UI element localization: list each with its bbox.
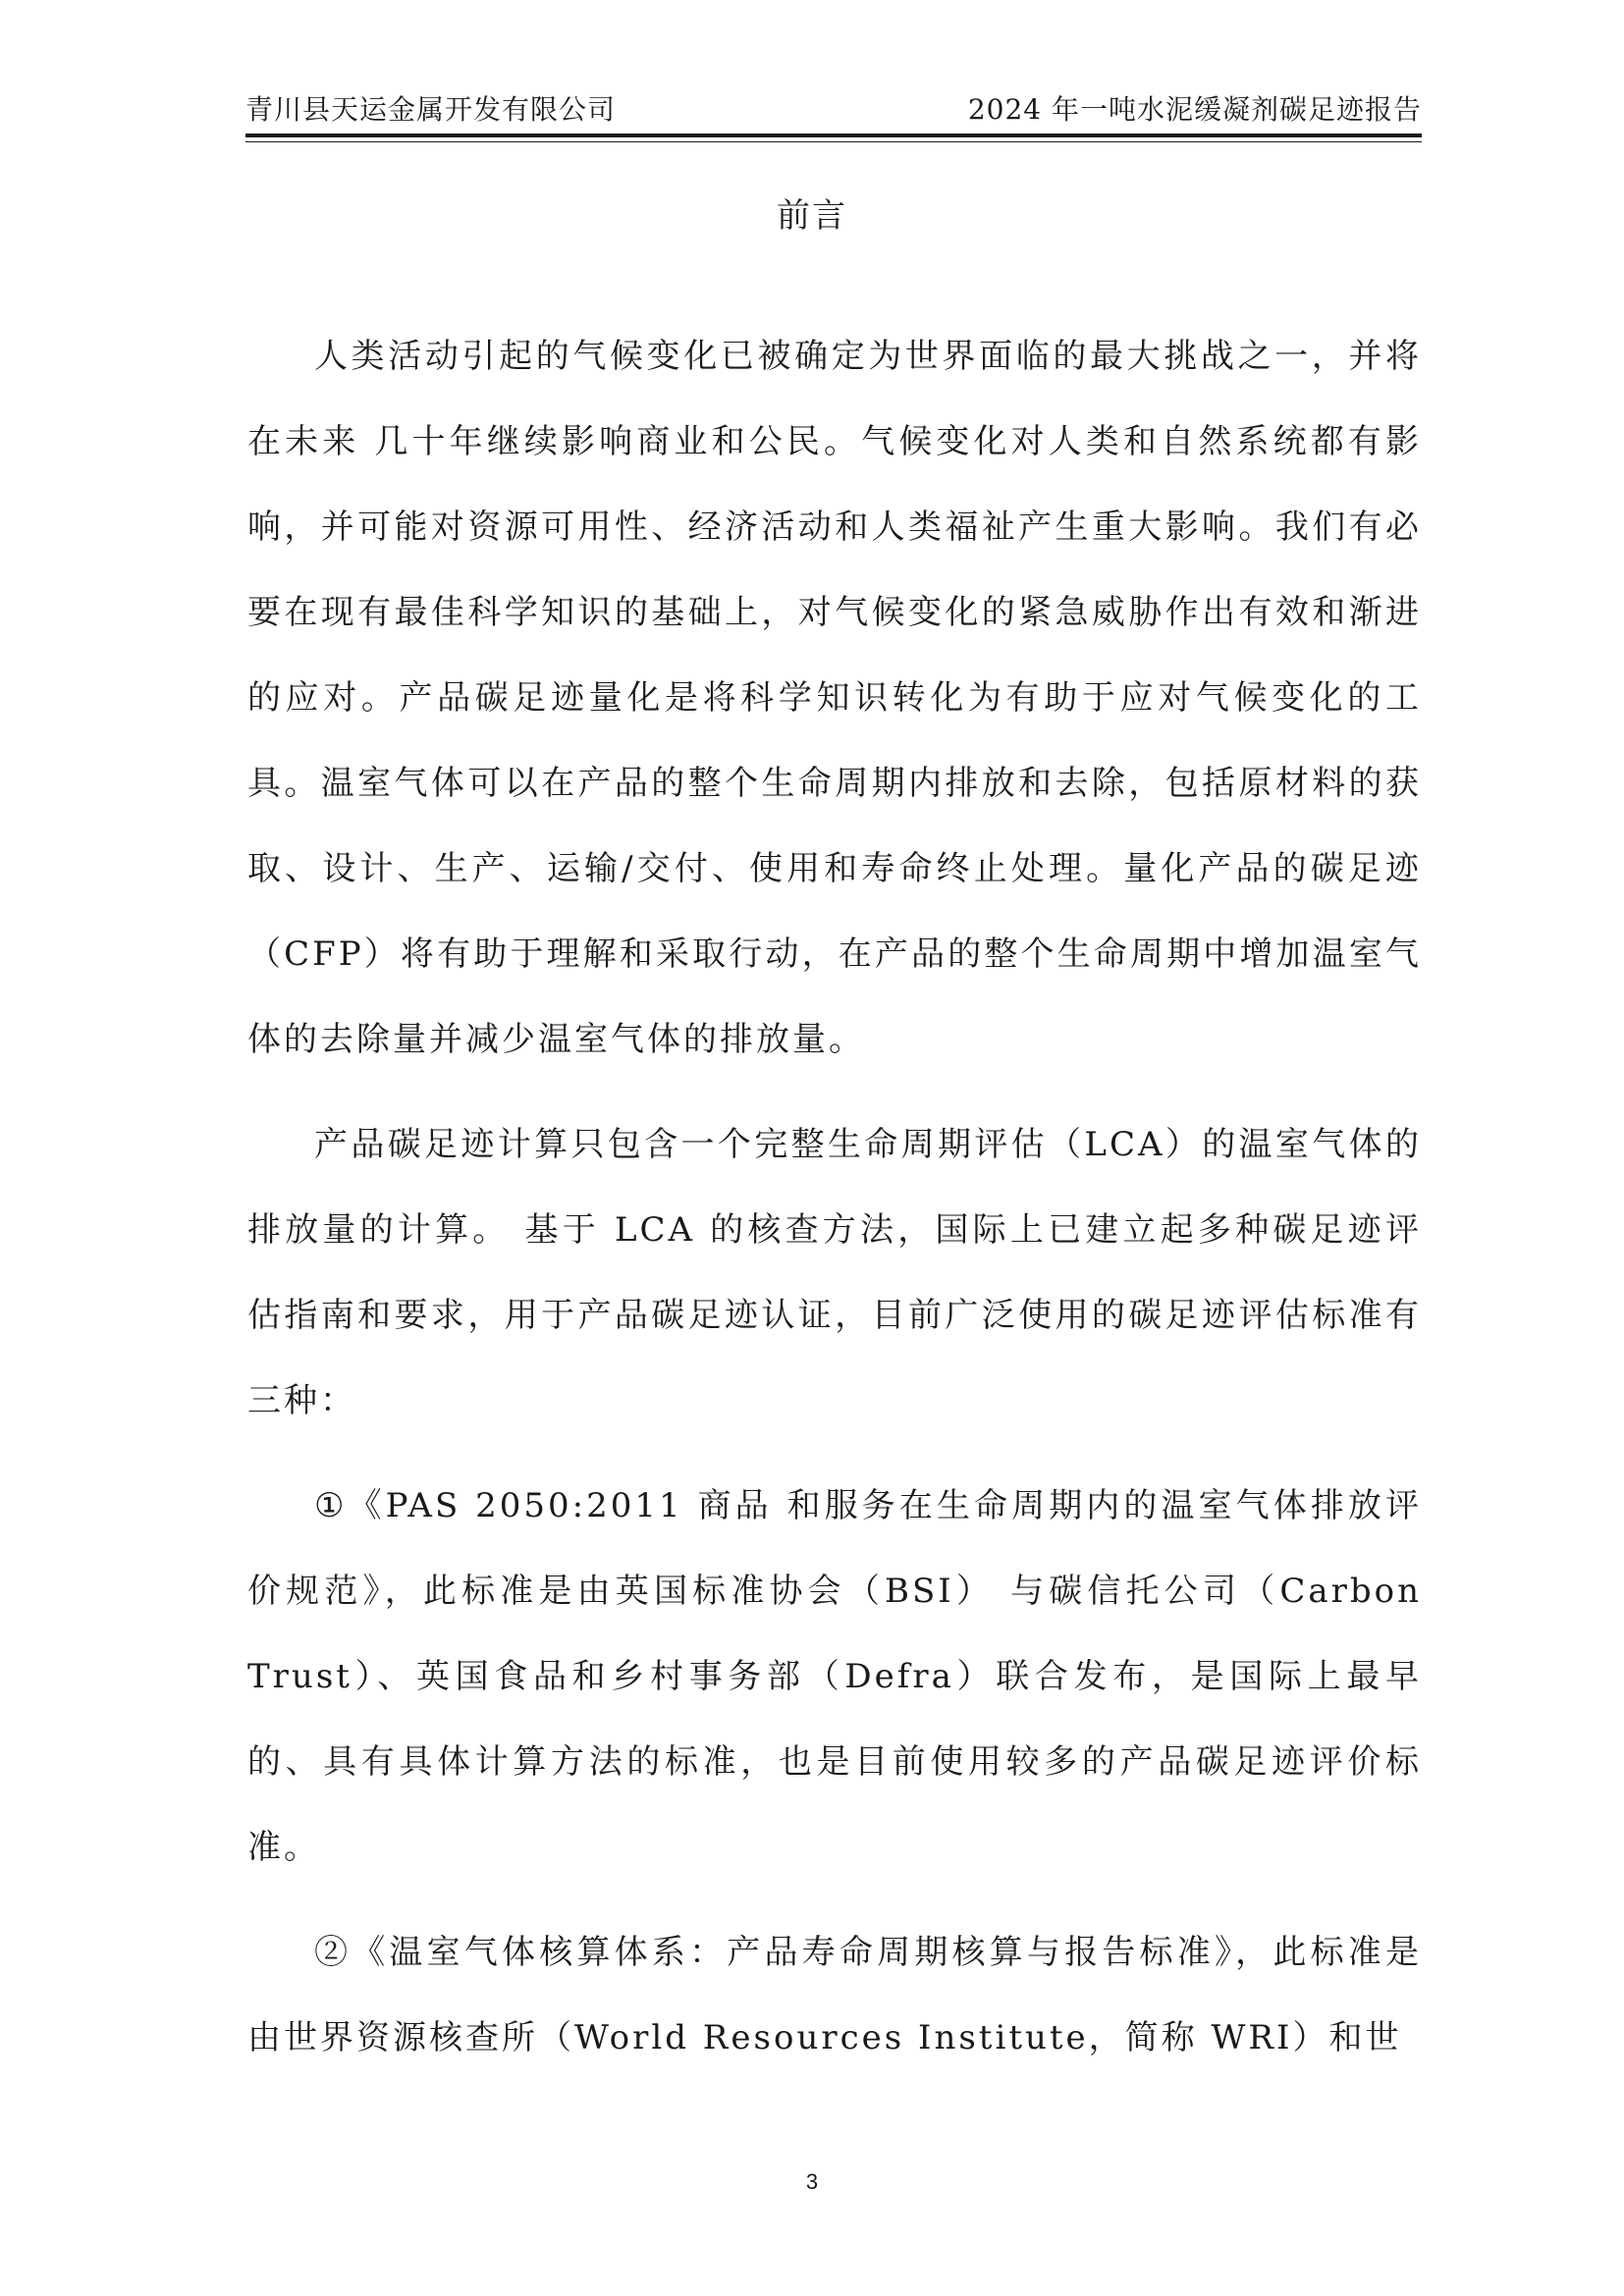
paragraph-standard-ghg-protocol: ②《温室气体核算体系：产品寿命周期核算与报告标准》，此标准是由世界资源核查所（World Resources Institute，简称 WRI）和世	[247, 1933, 1422, 2057]
header-company-name: 青川县天运金属开发有限公司	[245, 93, 617, 126]
header-divider-thin	[245, 141, 1422, 142]
page-header	[245, 90, 1422, 130]
section-title: 前言	[777, 196, 847, 236]
paragraph-standard-pas2050: ①《PAS 2050:2011 商品 和服务在生命周期内的温室气体排放评价规范》，此标准是由英国标准协会（BSI） 与碳信托公司（Carbon Trust）、英国食品和乡村事务部（Defra）联合发布，是国际上最早的、具有具体计算方法的标准，也是目前使用较多的产品碳足迹评价标准。	[247, 1486, 1422, 1867]
header-report-title: 2024 年一吨水泥缓凝剂碳足迹报告	[967, 93, 1422, 126]
header-divider-thick	[245, 133, 1422, 137]
document-body	[247, 314, 1422, 2101]
paragraph-lca-standards: 产品碳足迹计算只包含一个完整生命周期评估（LCA）的温室气体的排放量的计算。 基于 LCA 的核查方法，国际上已建立起多种碳足迹评估指南和要求，用于产品碳足迹认证，目前广泛使用的碳足迹评估标准有三种：	[247, 1125, 1422, 1420]
page-number: 3	[805, 2169, 819, 2194]
paragraph-intro: 人类活动引起的气候变化已被确定为世界面临的最大挑战之一，并将在未来 几十年继续影响商业和公民。气候变化对人类和自然系统都有影响，并可能对资源可用性、经济活动和人类福祉产生重大影响。我们有必要在现有最佳科学知识的基础上，对气候变化的紧急威胁作出有效和渐进的应对。产品碳足迹量化是将科学知识转化为有助于应对气候变化的工具。温室气体可以在产品的整个生命周期内排放和去除，包括原材料的获取、设计、生产、运输/交付、使用和寿命终止处理。量化产品的碳足迹（CFP）将有助于理解和采取行动，在产品的整个生命周期中增加温室气体的去除量并减少温室气体的排放量。	[247, 337, 1422, 1059]
